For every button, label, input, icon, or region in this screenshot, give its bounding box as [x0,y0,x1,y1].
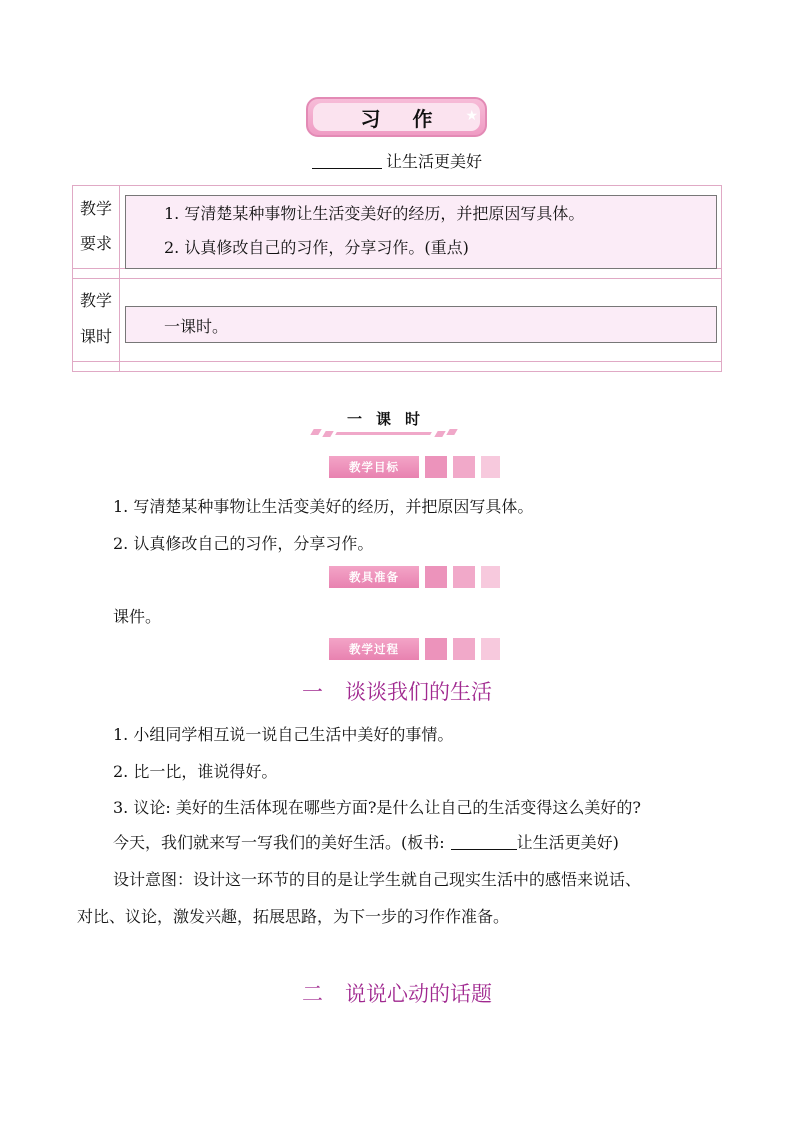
tag-square [425,456,447,478]
list-item: 3. 议论: 美好的生活体现在哪些方面?是什么让自己的生活变得这么美好的? [113,798,641,817]
tag-square [481,566,500,588]
hours-label: 教学 [79,291,112,310]
list-item: 1. 小组同学相互说一说自己生活中美好的事情。 [113,725,454,744]
table-divider [73,278,721,279]
decorative-dots [312,429,455,437]
fill-blank [451,835,517,850]
tag-label: 教学过程 [329,638,419,660]
part-title: 谈谈我们的生活 [345,680,492,704]
subtitle: 让生活更美好 [0,149,794,172]
part-number: 二 [302,982,323,1006]
tag-square [453,566,475,588]
tag-label: 教学目标 [329,456,419,478]
part-number: 一 [302,680,323,704]
requirements-label: 要求 [79,234,112,253]
tag-square [481,456,500,478]
tag-square [425,566,447,588]
requirements-box [125,195,717,269]
banner-title: 习作 [313,103,480,131]
dot-decoration [434,431,445,437]
hours-box [125,306,717,343]
tag-square [481,638,500,660]
hours-label: 课时 [79,327,112,346]
tag-square [453,638,475,660]
tag-square [425,638,447,660]
table-divider [73,361,721,362]
board-note: 今天，我们就来写一写我们的美好生活。(板书: 让生活更美好) [113,833,619,852]
list-item: 2. 比一比，谁说得好。 [113,762,278,781]
part-heading [0,978,794,1008]
info-table [72,185,722,372]
lesson-heading [306,404,461,444]
tag-label: 教具准备 [329,566,419,588]
hours-value: 一课时。 [164,317,229,336]
dot-decoration [310,429,321,435]
star-icon: ★ [465,108,478,124]
part-heading [0,676,794,706]
section-tag-goals [329,456,499,478]
fill-blank [312,154,382,169]
goal-item: 1. 写清楚某种事物让生活变美好的经历，并把原因写具体。 [113,497,534,516]
dot-decoration [335,432,432,435]
requirements-label: 教学 [79,199,112,218]
design-intent: 对比、议论，激发兴趣，拓展思路，为下一步的习作作准备。 [77,907,510,926]
requirement-item: 2. 认真修改自己的习作，分享习作。(重点) [164,238,469,257]
lesson-heading-text: 一课时 [346,410,434,428]
prep-text: 课件。 [113,607,162,626]
title-banner [306,97,487,137]
dot-decoration [322,431,333,437]
section-tag-process [329,638,499,660]
part-title: 说说心动的话题 [345,982,492,1006]
requirement-item: 1. 写清楚某种事物让生活变美好的经历，并把原因写具体。 [164,204,585,223]
design-intent: 设计意图：设计这一环节的目的是让学生就自己现实生活中的感悟来说话、 [113,870,642,889]
tag-square [453,456,475,478]
section-tag-prep [329,566,499,588]
goal-item: 2. 认真修改自己的习作，分享习作。 [113,534,374,553]
